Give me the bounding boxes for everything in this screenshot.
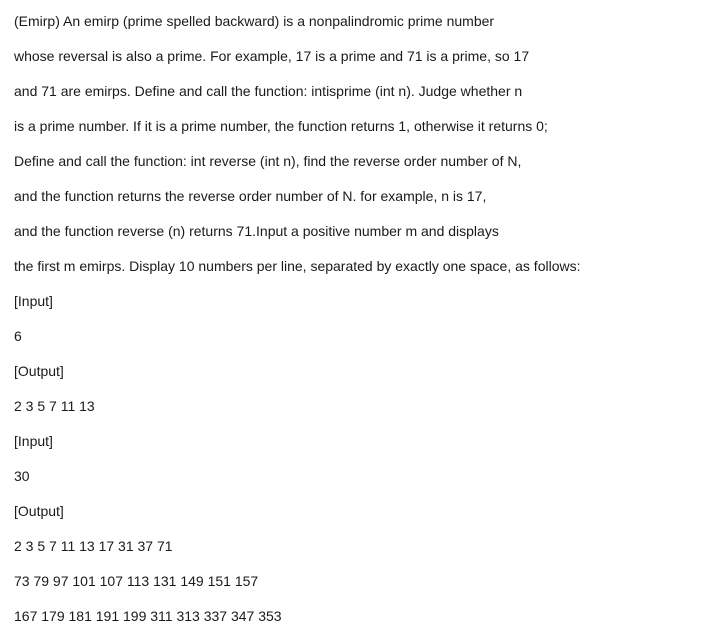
description-line: and the function reverse (n) returns 71.Input a positive number m and displays <box>14 223 499 239</box>
example-2-input-label: [Input] <box>14 433 53 449</box>
example-2-input-value: 30 <box>14 468 30 484</box>
example-2-output-label: [Output] <box>14 503 64 519</box>
example-1-output-line: 2 3 5 7 11 13 <box>14 398 95 414</box>
example-2-output-line: 2 3 5 7 11 13 17 31 37 71 <box>14 538 173 554</box>
example-1-input-value: 6 <box>14 328 22 344</box>
description-line: Define and call the function: int reverse (int n), find the reverse order number of N, <box>14 153 522 169</box>
example-2-output-line: 167 179 181 191 199 311 313 337 347 353 <box>14 608 282 624</box>
description-line: whose reversal is also a prime. For example, 17 is a prime and 71 is a prime, so 17 <box>14 48 530 64</box>
example-2-output-line: 73 79 97 101 107 113 131 149 151 157 <box>14 573 259 589</box>
description-line: is a prime number. If it is a prime number, the function returns 1, otherwise it returns 0; <box>14 118 548 134</box>
example-1-output-label: [Output] <box>14 363 64 379</box>
description-line: (Emirp) An emirp (prime spelled backward) is a nonpalindromic prime number <box>14 13 495 29</box>
description-line: the first m emirps. Display 10 numbers per line, separated by exactly one space, as follows: <box>14 258 581 274</box>
description-line: and 71 are emirps. Define and call the function: intisprime (int n). Judge whether n <box>14 83 523 99</box>
example-1-input-label: [Input] <box>14 293 53 309</box>
description-line: and the function returns the reverse order number of N. for example, n is 17, <box>14 188 487 204</box>
